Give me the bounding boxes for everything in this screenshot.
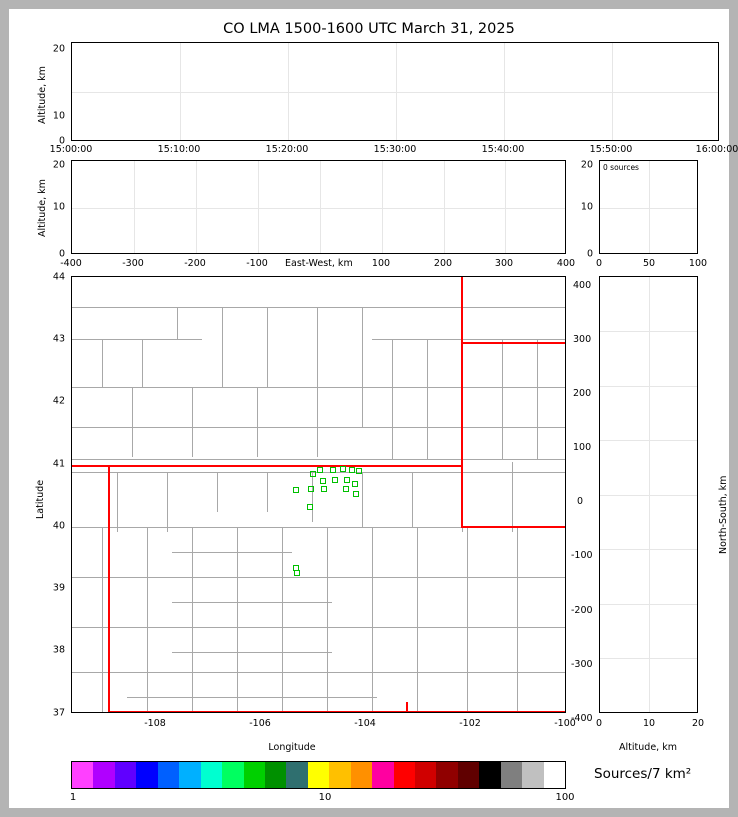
- xtick: 200: [433, 258, 453, 269]
- east-west-xlabel: East-West, km: [285, 258, 353, 269]
- colorbar-swatch: [436, 762, 457, 788]
- north-south-altitude-panel[interactable]: [599, 276, 698, 713]
- colorbar-swatch: [286, 762, 307, 788]
- xtick: -200: [184, 258, 206, 269]
- colorbar-swatch: [394, 762, 415, 788]
- colorbar-swatch: [201, 762, 222, 788]
- xtick: 100: [688, 258, 708, 269]
- colorbar-swatch: [265, 762, 286, 788]
- ytick-right: 300: [573, 334, 592, 345]
- colorbar[interactable]: [71, 761, 566, 789]
- figure-canvas: [9, 9, 738, 808]
- east-west-height-panel[interactable]: [71, 160, 566, 254]
- colorbar-label: Sources/7 km²: [594, 766, 692, 782]
- colorbar-swatch: [72, 762, 93, 788]
- colorbar-tick: 10: [318, 792, 332, 803]
- xtick: -400: [60, 258, 82, 269]
- source-marker: [293, 487, 299, 493]
- colorbar-swatch: [522, 762, 543, 788]
- xtick: 10: [642, 718, 656, 729]
- xtick: -104: [354, 718, 376, 729]
- source-marker: [330, 467, 336, 473]
- ytick-right: 0: [577, 496, 584, 507]
- ytick: 20: [52, 43, 65, 55]
- source-marker: [353, 491, 359, 497]
- ytick-right: -200: [571, 605, 593, 616]
- map-ylabel: Latitude: [35, 479, 46, 519]
- xtick: 0: [595, 718, 603, 729]
- north-south-ylabel: North-South, km: [718, 475, 729, 554]
- colorbar-tick: 1: [69, 792, 77, 803]
- ytick-right: -300: [571, 659, 593, 670]
- xtick: -100: [246, 258, 268, 269]
- colorbar-swatch: [308, 762, 329, 788]
- source-marker: [343, 486, 349, 492]
- ytick: 10: [52, 110, 65, 122]
- colorbar-swatch: [158, 762, 179, 788]
- ytick-right: -400: [571, 713, 593, 724]
- colorbar-swatch: [479, 762, 500, 788]
- colorbar-swatch: [415, 762, 436, 788]
- ytick-right: 100: [573, 442, 592, 453]
- ytick: 0: [58, 135, 65, 147]
- ytick: 0: [58, 248, 65, 260]
- xtick: -100: [554, 718, 576, 729]
- ytick-right: 200: [573, 388, 592, 399]
- colorbar-swatch: [136, 762, 157, 788]
- colorbar-swatch: [244, 762, 265, 788]
- map-xlabel: Longitude: [268, 742, 316, 753]
- source-marker: [352, 481, 358, 487]
- colorbar-swatch: [222, 762, 243, 788]
- source-marker: [321, 486, 327, 492]
- colorbar-tick: 100: [555, 792, 575, 803]
- ytick: 44: [52, 271, 65, 283]
- colorbar-swatch: [372, 762, 393, 788]
- source-count-annotation: 0 sources: [603, 163, 639, 172]
- colorbar-swatch: [351, 762, 372, 788]
- ytick: 0: [586, 248, 593, 260]
- xtick: 15:20:00: [265, 144, 309, 155]
- xtick: 400: [556, 258, 576, 269]
- ytick: 41: [52, 458, 65, 470]
- xtick: 50: [642, 258, 656, 269]
- colorbar-swatch: [458, 762, 479, 788]
- xtick: -106: [249, 718, 271, 729]
- xtick: 15:50:00: [589, 144, 633, 155]
- colorbar-swatch: [329, 762, 350, 788]
- source-marker: [356, 468, 362, 474]
- colorbar-swatch: [544, 762, 565, 788]
- xtick: 15:00:00: [49, 144, 93, 155]
- colorbar-swatch: [115, 762, 136, 788]
- source-marker: [332, 477, 338, 483]
- source-marker: [320, 478, 326, 484]
- xtick: -102: [459, 718, 481, 729]
- time-height-panel[interactable]: [71, 42, 719, 141]
- xtick: 20: [691, 718, 705, 729]
- figure-title: CO LMA 1500-1600 UTC March 31, 2025: [223, 21, 515, 37]
- xtick: -300: [122, 258, 144, 269]
- ytick: 43: [52, 333, 65, 345]
- ytick-right: 400: [573, 280, 592, 291]
- colorbar-swatch: [179, 762, 200, 788]
- source-marker: [294, 570, 300, 576]
- source-marker: [308, 486, 314, 492]
- ytick: 42: [52, 395, 65, 407]
- ytick: 39: [52, 582, 65, 594]
- source-marker: [310, 471, 316, 477]
- east-west-height-ylabel: Altitude, km: [37, 179, 48, 237]
- ytick: 40: [52, 520, 65, 532]
- xtick: 15:10:00: [157, 144, 201, 155]
- xtick: 300: [494, 258, 514, 269]
- ytick: 10: [580, 201, 593, 213]
- ytick: 20: [580, 159, 593, 171]
- xtick: 15:30:00: [373, 144, 417, 155]
- colorbar-swatch: [501, 762, 522, 788]
- ytick: 10: [52, 201, 65, 213]
- ytick: 37: [52, 707, 65, 719]
- source-marker: [307, 504, 313, 510]
- ytick: 20: [52, 159, 65, 171]
- time-height-ylabel: Altitude, km: [37, 66, 48, 124]
- plan-view-map-panel[interactable]: [71, 276, 566, 713]
- xtick: 100: [371, 258, 391, 269]
- colorbar-swatch: [93, 762, 114, 788]
- xtick: -108: [144, 718, 166, 729]
- source-marker: [317, 467, 323, 473]
- source-marker: [349, 467, 355, 473]
- source-marker: [340, 466, 346, 472]
- ytick: 38: [52, 644, 65, 656]
- ytick-right: -100: [571, 550, 593, 561]
- xtick: 0: [595, 258, 603, 269]
- xtick: 16:00:00: [695, 144, 738, 155]
- source-marker: [344, 477, 350, 483]
- altitude-histogram-panel[interactable]: [599, 160, 698, 254]
- north-south-xlabel: Altitude, km: [619, 742, 677, 753]
- xtick: 15:40:00: [481, 144, 525, 155]
